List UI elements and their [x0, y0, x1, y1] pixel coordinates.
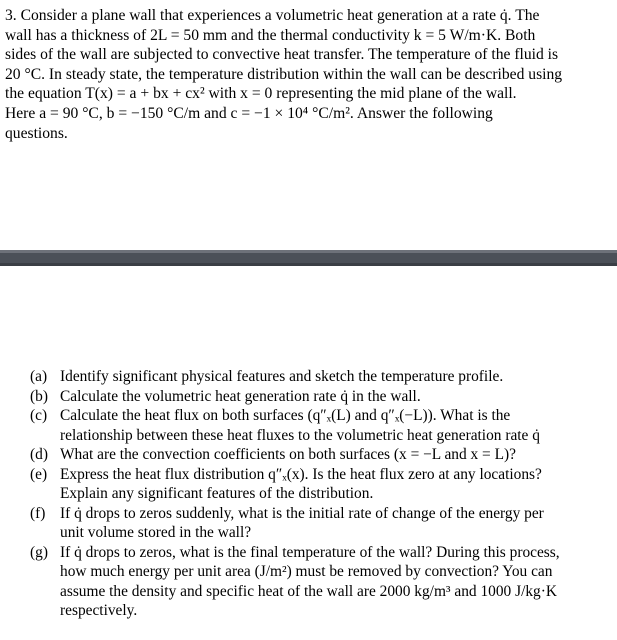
question-text: If q̇ drops to zeros suddenly, what is the initial rate of change of the energy per	[60, 504, 544, 522]
question-text: Calculate the volumetric heat generation rate q̇ in the wall.	[60, 387, 421, 405]
question-text: Calculate the heat flux on both surfaces (q″ₓ(L) and q″ₓ(−L)). What is the	[60, 407, 511, 424]
problem-line: 3. Consider a plane wall that experiences a volumetric heat generation at a rate q̇. The	[5, 7, 540, 24]
question-label: (g)	[30, 543, 48, 561]
question-list	[30, 367, 615, 621]
question-label: (a)	[30, 368, 48, 385]
question-label: (c)	[30, 407, 48, 424]
question-text: Explain any significant features of the distribution.	[60, 485, 374, 502]
question-d	[30, 445, 615, 465]
question-label: (b)	[30, 387, 48, 405]
question-c	[30, 406, 615, 445]
question-label: (d)	[30, 446, 48, 463]
question-e	[30, 465, 615, 504]
problem-statement	[5, 6, 611, 143]
problem-line: sides of the wall are subjected to convective heat transfer. The temperature of the fluid is	[5, 46, 559, 64]
question-a	[30, 367, 615, 387]
question-text: What are the convection coefficients on both surfaces (x = −L and x = L)?	[60, 446, 516, 463]
question-text: Express the heat flux distribution q″ₓ(x). Is the heat flux zero at any locations?	[60, 465, 542, 483]
question-b	[30, 387, 615, 407]
question-text: how much energy per unit area (J/m²) must be removed by convection? You can	[60, 563, 553, 580]
question-text: respectively.	[60, 602, 138, 619]
question-text: assume the density and specific heat of the wall are 2000 kg/m³ and 1000 J/kg·K	[60, 582, 557, 600]
question-f	[30, 504, 615, 543]
question-label: (e)	[30, 465, 48, 483]
problem-line: the equation T(x) = a + bx + cx² with x = 0 representing the mid plane of the wall.	[5, 85, 517, 103]
question-text: Identify significant physical features and sketch the temperature profile.	[60, 368, 504, 385]
problem-line: Here a = 90 °C, b = −150 °C/m and c = −1 × 10⁴ °C/m². Answer the following	[5, 104, 493, 122]
question-g	[30, 543, 615, 621]
question-text: unit volume stored in the wall?	[60, 524, 252, 541]
problem-line: questions.	[5, 124, 68, 142]
problem-line: wall has a thickness of 2L = 50 mm and the thermal conductivity k = 5 W/m·K. Both	[5, 26, 536, 44]
question-label: (f)	[30, 504, 46, 522]
question-text: If q̇ drops to zeros, what is the final temperature of the wall? During this process,	[60, 543, 560, 561]
section-divider-bar	[0, 250, 617, 266]
problem-line: 20 °C. In steady state, the temperature distribution within the wall can be described using	[5, 65, 563, 83]
question-text: relationship between these heat fluxes to the volumetric heat generation rate q̇	[60, 426, 540, 444]
